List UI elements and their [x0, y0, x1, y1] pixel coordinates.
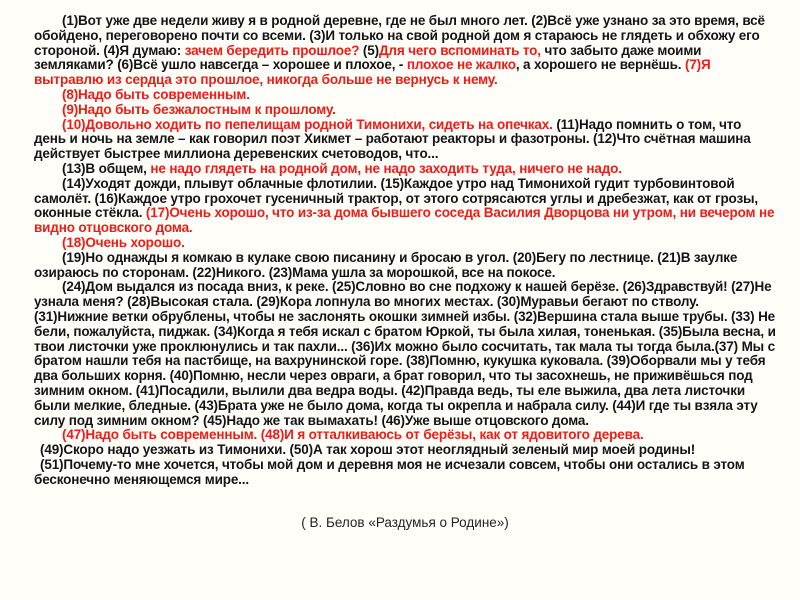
- paragraph-2: [34, 88, 776, 103]
- paragraph-7: [34, 236, 776, 251]
- text-segment-red: плохое не жалко: [406, 57, 516, 73]
- text-segment-red: Для чего вспоминать то,: [378, 42, 541, 58]
- paragraph-12: [34, 458, 776, 488]
- paragraph-4: [34, 118, 776, 162]
- text-segment-red: зачем бередить прошлое?: [184, 42, 363, 58]
- text-segment-red: (10)Довольно ходить по пепелищам родной Тимонихи, сидеть на опечках.: [62, 116, 557, 132]
- text-segment-black: (13)В общем,: [62, 160, 151, 176]
- text-segment-black: , а хорошего не вернёшь.: [515, 57, 685, 73]
- text-segment-red: не надо глядеть на родной дом, не надо заходить туда, ничего не надо.: [150, 160, 622, 176]
- text-segment-red: (47)Надо быть современным. (48)И я отталкиваюсь от берёзы, как от ядовитого дерева.: [62, 427, 644, 443]
- text-body: [34, 14, 776, 488]
- text-segment-black: (1)Вот уже две недели живу я в родной деревне, где не был много лет. (2)Всё уже узнано за это время, всё обойдено, переговорено почти со всеми. (3)И только на свой родной дом я стараюсь не глядеть и обхожу его стороной. (4)Я думаю:: [34, 13, 765, 58]
- paragraph-5: [34, 162, 776, 177]
- text-segment-black: (24)Дом выдался из посада вниз, к реке. (25)Словно во сне подхожу к нашей берёзе. (26)Здравствуй! (27)Не узнала меня? (28)Высокая стала. (29)Кора лопнула во многих местах. (30)Муравьи бегают по стволу. (31)Нижние ветки обрублены, чтобы не заслонять окошки зимней избы. (32)Вершина стала выше трубы. (33) Не бели, пожалуйста, пиджак. (34)Когда я тебя искал с братом Юркой, ты была хилая, тоненькая. (35)Была весна, и твои листочки уже проклюнулись и так пахли... (36)Их можно было сосчитать, так мала ты тогда была.(37) Мы с братом нашли тебя на пастбище, на вахрунинской горе. (38)Помню, кукушка куковала. (39)Оборвали мы у тебя два больших корня. (40)Помню, несли через овраги, а брат говорил, что ты засохнешь, не приживёшься под зимним окном. (41)Посадили, вылили два ведра воды. (42)Правда ведь, ты еле выжила, два лета листочки были мелкие, бледные. (43)Брата уже не было дома, когда ты окрепла и набрала силу. (44)И где ты взяла эту силу под зимним окном? (45)Надо же так вымахать! (46)Уже выше отцовского дома.: [34, 279, 776, 428]
- text-segment-red: (17)Очень хорошо, что из-за дома бывшего соседа Василия Дворцова ни утром, ни вечером не видно отцовского дома.: [34, 205, 775, 236]
- paragraph-6: [34, 177, 776, 236]
- citation-line: ( В. Белов «Раздумья о Родине»): [301, 514, 509, 530]
- text-segment-black: (5): [362, 42, 379, 58]
- text-segment-black: (19)Но однажды я комкаю в кулаке свою писанину и бросаю в угол. (20)Бегу по лестнице. (21)В заулке озираюсь по сторонам. (22)Никого. (23)Мама ушла за морошкой, все на покосе.: [34, 249, 738, 280]
- paragraph-11: [34, 443, 776, 458]
- paragraph-9: [34, 280, 776, 428]
- text-segment-black: (49)Скоро надо уезжать из Тимонихи. (50)А так хорош этот неоглядный зеленый мир моей родины!: [40, 442, 696, 458]
- text-segment-black: (51)Почему-то мне хочется, чтобы мой дом и деревня моя не исчезали совсем, чтобы они остались в этом бесконечно меняющемся мире...: [34, 456, 745, 487]
- paragraph-10: [34, 428, 776, 443]
- paragraph-1: [34, 14, 776, 88]
- text-segment-black: (11)Надо помнить о том, что день и ночь на земле – как говорил поэт Хикмет – работают реакторы и фазотроны. (12)Что счётная машина действует быстрее миллиона деревенских счетоводов, что...: [34, 116, 751, 162]
- paragraph-8: [34, 251, 776, 281]
- paragraph-3: [34, 103, 776, 118]
- text-segment-red: (7)Я вытравлю из сердца это прошлое, никогда больше не вернусь к нему.: [34, 57, 711, 88]
- text-segment-red: (8)Надо быть современным.: [62, 86, 250, 102]
- text-segment-red: (9)Надо быть безжалостным к прошлому.: [62, 101, 336, 117]
- text-segment-red: (18)Очень хорошо.: [62, 234, 185, 250]
- text-segment-black: (14)Уходят дожди, плывут облачные флотилии. (15)Каждое утро над Тимонихой гудит турбовинтовой самолёт. (16)Каждое утро грохочет гусеничный трактор, от этого сотрясаются углы и дребезжат, как от грозы, оконные стёкла.: [34, 175, 759, 221]
- text-segment-black: что забыто даже моими земляками? (6)Всё ушло навсегда – хорошее и плохое, -: [34, 42, 702, 73]
